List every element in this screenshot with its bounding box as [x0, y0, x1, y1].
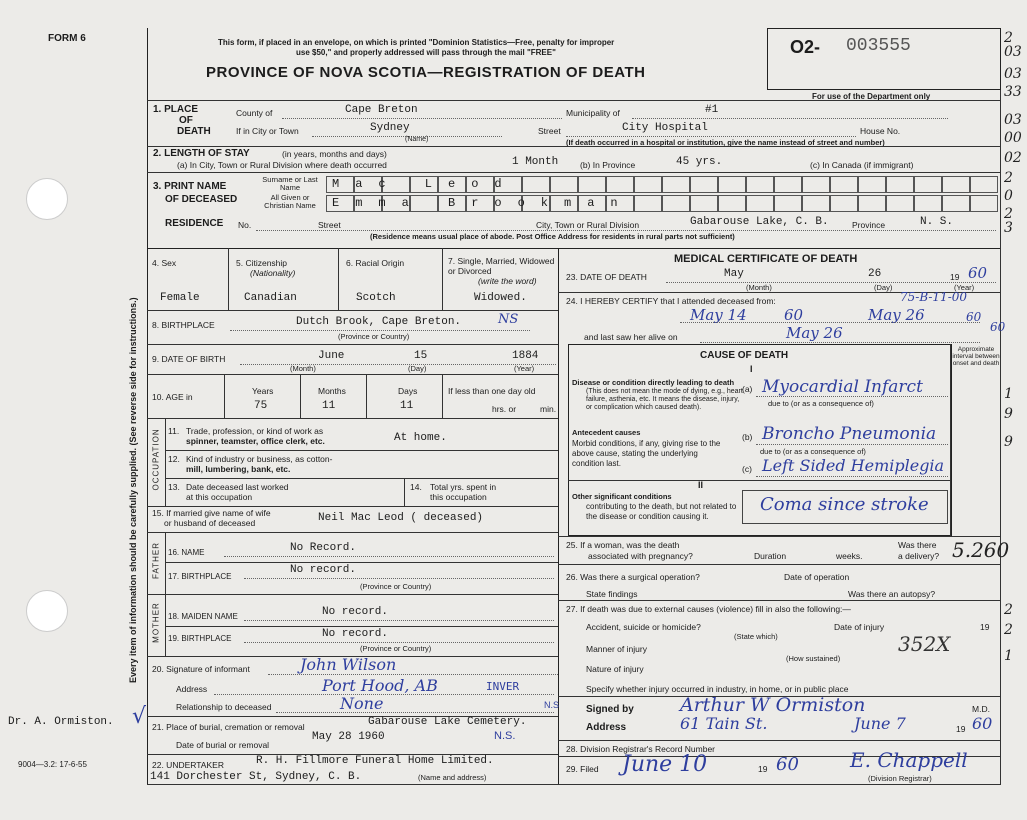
record-number-label: 28. Division Registrar's Record Number [566, 744, 716, 754]
length-of-stay-sub: (in years, months and days) [282, 149, 387, 159]
dod-century: 19 [950, 272, 960, 282]
name-letter-box [858, 195, 886, 212]
name-letter-box [550, 176, 578, 193]
direct-cause-sub: (This does not mean the mode of dying, e.g., heart failure, asthenia, etc. It means the disease, injury, or complication which caused death). [586, 388, 743, 411]
municipality-value: #1 [705, 104, 719, 116]
injury-century: 19 [980, 622, 990, 632]
given-name-value: Emma Brookman [332, 196, 634, 210]
cause-part-ii: II [698, 480, 704, 490]
margin-code: 2 [1004, 602, 1013, 618]
surname-value: Mac Leod [332, 177, 518, 191]
total-years-label: Total yrs. spent in this occupation [430, 482, 497, 502]
informant-address-value: Port Hood, AB [322, 676, 438, 695]
due-to-a-label: due to (or as a consequence of) [768, 399, 874, 408]
name-letter-box [718, 176, 746, 193]
name-letter-box [914, 195, 942, 212]
age-months: 11 [322, 400, 336, 412]
last-saw-year: 60 [990, 320, 1006, 334]
informant-address-inver: INVER [486, 680, 520, 693]
accident-label: Accident, suicide or homicide? [586, 622, 701, 632]
envelope-note-1: This form, if placed in an envelope, on which is printed "Dominion Statistics—Free, penalty for improper [218, 38, 615, 47]
name-letter-box [522, 176, 550, 193]
street-label: Street [538, 126, 561, 136]
division-registrar-hint: (Division Registrar) [868, 774, 932, 783]
burial-date-value: May 28 1960 [312, 731, 385, 743]
birthplace-sub: (Province or Country) [338, 332, 410, 341]
mother-maiden-label: 18. MAIDEN NAME [168, 612, 238, 621]
father-birthplace-label: 17. BIRTHPLACE [168, 572, 232, 581]
city-value: Sydney [370, 122, 410, 134]
name-letter-box [802, 176, 830, 193]
place-of-death-label: 1. PLACE OF DEATH [153, 104, 211, 137]
name-letter-box [662, 195, 690, 212]
margin-code: 03 [1004, 112, 1022, 128]
physician-address-label: Address [586, 722, 627, 733]
signed-by-label: Signed by [586, 704, 634, 715]
surgery-label: 26. Was there a surgical operation? [566, 572, 700, 582]
marital-value: Widowed. [474, 292, 527, 304]
undertaker-address: 141 Dorchester St, Sydney, C. B. [150, 771, 362, 783]
attended-from: May 14 [690, 306, 747, 324]
margin-code: 2 [1004, 622, 1013, 638]
filed-century: 19 [758, 764, 768, 774]
medical-certificate-title: MEDICAL CERTIFICATE OF DEATH [674, 253, 858, 265]
age-years: 75 [254, 400, 268, 412]
cause-a-value: Myocardial Infarct [762, 377, 923, 397]
last-worked-label: Date deceased last worked at this occupation [186, 482, 289, 502]
name-letter-box [690, 195, 718, 212]
birthplace-label: 8. BIRTHPLACE [152, 320, 215, 330]
undertaker-label: 22. UNDERTAKER [152, 760, 224, 770]
dod-year-hint: (Year) [954, 283, 975, 292]
last-saw-label: and last saw her alive on [584, 332, 678, 342]
cause-a-label: (a) [742, 384, 753, 394]
citizenship-label: 5. Citizenship (Nationality) [236, 258, 296, 278]
trade-value: At home. [394, 432, 447, 444]
side-instruction-note: Every item of information should be carefully supplied. (See reverse side for instructions.) [128, 297, 138, 683]
burial-place-value: Gabarouse Lake Cemetery. [368, 716, 527, 728]
dob-year-hint: (Year) [514, 364, 535, 373]
print-name-label: 3. PRINT NAME OF DECEASED [153, 181, 238, 205]
given-name-label: All Given or Christian Name [264, 193, 316, 210]
relationship-label: Relationship to deceased [176, 702, 272, 712]
margin-code: 1 [1004, 386, 1013, 402]
father-birthplace-value: No record. [290, 564, 357, 576]
margin-code: 9 [1004, 406, 1013, 422]
age-years-label: Years [252, 386, 274, 396]
injury-date-label: Date of injury [834, 622, 885, 632]
name-letter-box [942, 195, 970, 212]
father-name-value: No Record. [290, 542, 357, 554]
filed-date: June 10 [622, 752, 708, 777]
physician-signature: Arthur W Ormiston [680, 694, 866, 716]
form-border-right [1000, 28, 1001, 785]
house-number-label: House No. [860, 126, 901, 136]
external-causes-label: 27. If death was due to external causes (violence) fill in also the following:— [566, 604, 851, 614]
undertaker-name: R. H. Fillmore Funeral Home Limited. [256, 755, 494, 767]
age-hours-label: hrs. or [492, 404, 517, 414]
occ-13-num: 13. [168, 482, 180, 492]
name-letter-box [802, 195, 830, 212]
trade-label: Trade, profession, or kind of work as spinner, teamster, office clerk, etc. [186, 426, 325, 446]
residence-street-label: Street [318, 220, 341, 230]
margin-code: 2 [1004, 206, 1013, 222]
pregnancy-duration-label: Duration [754, 551, 787, 561]
how-sustained-hint: (How sustained) [786, 654, 841, 663]
residence-province-label: Province [852, 220, 886, 230]
delivery-label: Was there a delivery? [898, 540, 940, 561]
name-letter-box [718, 195, 746, 212]
due-to-b-label: due to (or as a consequence of) [760, 447, 866, 456]
mother-side-label: MOTHER [151, 602, 161, 643]
margin-code: 33 [1004, 84, 1022, 100]
relationship-value: None [340, 694, 384, 713]
spouse-label: 15. If married give name of wife or husband of deceased [152, 508, 271, 528]
spouse-value: Neil Mac Leod ( deceased) [318, 512, 484, 524]
name-letter-box [634, 195, 662, 212]
birthplace-handwritten: NS [498, 312, 519, 327]
margin-code: 2 [1004, 170, 1013, 186]
department-use-label: For use of the Department only [812, 92, 931, 101]
md-label: M.D. [972, 704, 990, 714]
name-letter-box [942, 176, 970, 193]
stay-province-value: 45 yrs. [676, 156, 723, 168]
city-name-hint: (Name) [405, 136, 429, 143]
other-conditions-value: Coma since stroke [760, 494, 929, 515]
name-letter-box [914, 176, 942, 193]
sex-label: 4. Sex [152, 258, 177, 268]
pregnancy-weeks-label: weeks. [836, 551, 863, 561]
dod-day-hint: (Day) [874, 283, 893, 292]
name-letter-box [858, 176, 886, 193]
name-letter-box [578, 176, 606, 193]
antecedent-label: Antecedent causes [572, 428, 641, 437]
pregnancy-label: 25. If a woman, was the death associated with pregnancy? [566, 540, 693, 561]
informant-signature: John Wilson [300, 655, 397, 674]
margin-code: 03 [1004, 44, 1022, 60]
date-of-death-label: 23. DATE OF DEATH [566, 272, 647, 282]
place-hint: (If death occurred in a hospital or institution, give the name instead of street and number) [566, 138, 885, 147]
burial-ns: N.S. [494, 730, 516, 742]
physician-address-value: 61 Tain St. [680, 714, 768, 733]
cause-b-label: (b) [742, 432, 753, 442]
margin-code: 00 [1004, 130, 1022, 146]
margin-code: 2 [1004, 30, 1013, 46]
interval-label: Approximate interval between onset and death [952, 346, 1000, 367]
occ-11-num: 11. [168, 426, 180, 436]
autopsy-label: Was there an autopsy? [848, 589, 936, 599]
mother-maiden-value: No record. [322, 606, 389, 618]
cause-c-value: Left Sided Hemiplegia [762, 456, 945, 475]
age-minutes-label: min. [540, 404, 557, 414]
occ-14-num: 14. [410, 482, 422, 492]
cause-part-i: I [750, 364, 753, 374]
registration-number: 003555 [846, 36, 911, 56]
envelope-note-2: use $50," and properly addressed will pass through the mail "FREE" [296, 48, 556, 57]
informant-label: 20. Signature of informant [152, 664, 250, 674]
nature-of-injury-label: Nature of injury [586, 664, 644, 674]
mother-birthplace-sub: (Province or Country) [360, 644, 432, 653]
county-label: County of [236, 108, 273, 118]
industry-label: Kind of industry or business, as cotton- mill, lumbering, bank, etc. [186, 454, 333, 474]
father-birthplace-sub: (Province or Country) [360, 582, 432, 591]
certify-code: 75-B-11-00 [900, 290, 968, 304]
margin-code: 02 [1004, 150, 1022, 166]
findings-label: State findings [586, 589, 638, 599]
father-side-label: FATHER [151, 542, 161, 579]
registration-prefix: O2- [790, 37, 821, 57]
age-days: 11 [400, 400, 414, 412]
name-letter-box [886, 195, 914, 212]
signed-century: 19 [956, 724, 966, 734]
attended-to-year: 60 [966, 310, 982, 324]
form-border-bottom [147, 784, 1000, 785]
age-less-than-day-label: If less than one day old [448, 386, 536, 396]
dob-day-hint: (Day) [408, 364, 427, 373]
margin-code: 03 [1004, 66, 1022, 82]
cause-c-label: (c) [742, 464, 752, 474]
name-letter-box [830, 195, 858, 212]
citizenship-value: Canadian [244, 292, 297, 304]
burial-date-label: Date of burial or removal [176, 740, 270, 750]
signed-date: June 7 [854, 714, 906, 733]
dod-month: May [724, 268, 744, 280]
age-months-label: Months [318, 386, 346, 396]
relationship-ns: N.S [544, 700, 560, 710]
registrar-signature: E. Chappell [850, 748, 968, 772]
name-letter-box [690, 176, 718, 193]
print-code: 9004—3.2: 17-6-55 [18, 760, 87, 769]
name-letter-box [774, 176, 802, 193]
age-label: 10. AGE in [152, 392, 193, 402]
doctor-name-stamp: Dr. A. Ormiston. [8, 716, 114, 728]
stay-canada-label: (c) In Canada (if immigrant) [810, 160, 914, 170]
residence-city-value: Gabarouse Lake, C. B. [690, 216, 829, 228]
residence-note: (Residence means usual place of abode. Post Office Address for residents in rural parts not sufficient) [370, 232, 735, 241]
name-letter-box [662, 176, 690, 193]
sex-value: Female [160, 292, 200, 304]
father-name-label: 16. NAME [168, 548, 205, 557]
last-saw-value: May 26 [786, 324, 843, 342]
residence-province-value: N. S. [920, 216, 954, 228]
cause-b-value: Broncho Pneumonia [762, 424, 937, 444]
stay-province-label: (b) In Province [580, 160, 636, 170]
informant-address-label: Address [176, 684, 208, 694]
name-letter-box [606, 176, 634, 193]
marital-label: 7. Single, Married, Widowed or Divorced (write the word) [448, 256, 555, 286]
margin-code: 9 [1004, 434, 1013, 450]
injury-location-label: Specify whether injury occurred in industry, in home, or in public place [586, 684, 849, 694]
occ-12-num: 12. [168, 454, 180, 464]
dob-day: 15 [414, 350, 428, 362]
dod-year: 60 [968, 264, 988, 282]
name-letter-box [886, 176, 914, 193]
stay-city-value: 1 Month [512, 156, 559, 168]
check-mark: √ [132, 704, 147, 729]
other-conditions-sub: contributing to the death, but not related to the disease or condition causing it. [586, 502, 737, 521]
dob-month-hint: (Month) [290, 364, 316, 373]
name-letter-box [830, 176, 858, 193]
city-label: If in City or Town [236, 126, 299, 136]
name-letter-box [746, 176, 774, 193]
form-title: PROVINCE OF NOVA SCOTIA—REGISTRATION OF DEATH [206, 64, 646, 81]
mother-birthplace-label: 19. BIRTHPLACE [168, 634, 232, 643]
state-which-hint: (State which) [734, 632, 778, 641]
punch-hole-bottom [26, 590, 68, 632]
occupation-side-label: OCCUPATION [151, 428, 161, 491]
dod-day: 26 [868, 268, 882, 280]
residence-no-label: No. [238, 220, 252, 230]
residence-label: RESIDENCE [165, 218, 224, 229]
name-letter-box [970, 176, 998, 193]
dob-year: 1884 [512, 350, 539, 362]
name-letter-box [634, 176, 662, 193]
certify-label: 24. I HEREBY CERTIFY that I attended deceased from: [566, 296, 776, 306]
injury-code: 352X [898, 632, 951, 656]
dod-month-hint: (Month) [746, 283, 772, 292]
municipality-label: Municipality of [566, 108, 620, 118]
other-conditions-label: Other significant conditions [572, 492, 672, 501]
signed-year: 60 [972, 714, 993, 733]
operation-date-label: Date of operation [784, 572, 850, 582]
residence-city-label: City, Town or Rural Division [536, 220, 640, 230]
racial-origin-label: 6. Racial Origin [346, 258, 405, 268]
statute-side-text [0, 0, 2, 390]
margin-code: 1 [1004, 648, 1013, 664]
dob-month: June [318, 350, 345, 362]
attended-from-year: 60 [784, 306, 804, 324]
form-number: FORM 6 [48, 33, 86, 44]
name-letter-box [746, 195, 774, 212]
manner-of-injury-label: Manner of injury [586, 644, 647, 654]
stay-city-label: (a) In City, Town or Rural Division where death occurred [177, 160, 387, 170]
length-of-stay-label: 2. LENGTH OF STAY [153, 148, 250, 159]
margin-code: 0 [1004, 188, 1013, 204]
form-border-left [147, 28, 148, 785]
date-of-birth-label: 9. DATE OF BIRTH [152, 354, 226, 364]
undertaker-sub: (Name and address) [418, 773, 487, 782]
antecedent-sub: Morbid conditions, if any, giving rise to the above cause, stating the underlying condition last. [572, 439, 721, 468]
direct-cause-label: Disease or condition directly leading to death [572, 378, 735, 387]
birthplace-value: Dutch Brook, Cape Breton. [296, 316, 462, 328]
name-letter-box [774, 195, 802, 212]
attended-to: May 26 [868, 306, 925, 324]
mother-birthplace-value: No record. [322, 628, 389, 640]
county-value: Cape Breton [345, 104, 418, 116]
street-value: City Hospital [622, 122, 708, 134]
pregnancy-code: 5.260 [952, 538, 1010, 562]
surname-label: Surname or Last Name [262, 175, 318, 192]
margin-code: 3 [1004, 220, 1013, 236]
name-letter-box [970, 195, 998, 212]
racial-origin-value: Scotch [356, 292, 396, 304]
cause-of-death-title: CAUSE OF DEATH [700, 350, 789, 361]
filed-label: 29. Filed [566, 764, 599, 774]
punch-hole-top [26, 178, 68, 220]
burial-place-label: 21. Place of burial, cremation or removal [152, 722, 305, 732]
filed-year: 60 [776, 754, 799, 775]
age-days-label: Days [398, 386, 418, 396]
